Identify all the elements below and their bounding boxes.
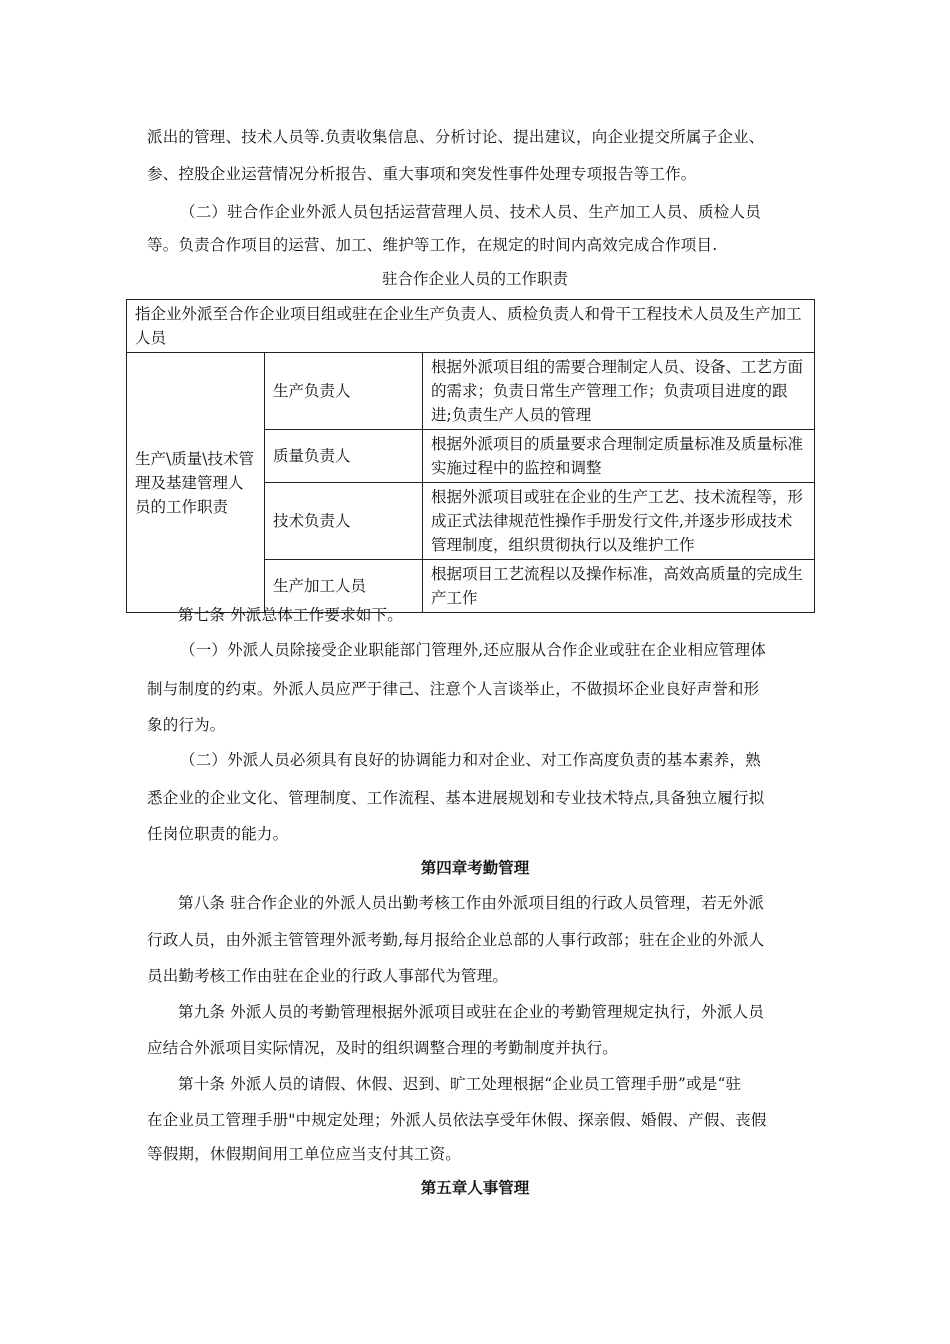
chapter-heading: 第四章考勤管理 xyxy=(420,858,530,877)
paragraph-line: 第十条 外派人员的请假、休假、迟到、旷工处理根据“企业员工管理手册”或是“驻 xyxy=(178,1075,742,1093)
paragraph-line: 派出的管理、技术人员等.负责收集信息、分析讨论、提出建议，向企业提交所属子企业、 xyxy=(147,128,765,146)
duty-cell: 根据项目工艺流程以及操作标准，高效高质量的完成生产工作 xyxy=(423,560,815,613)
duty-cell: 根据外派项目的质量要求合理制定质量标准及质量标准实施过程中的监控和调整 xyxy=(423,430,815,483)
role-cell: 生产负责人 xyxy=(265,353,423,430)
paragraph-line: 等假期，休假期间用工单位应当支付其工资。 xyxy=(147,1145,462,1163)
paragraph-line: 员出勤考核工作由驻在企业的行政人事部代为管理。 xyxy=(147,967,509,985)
paragraph-line: （一）外派人员除接受企业职能部门管理外,还应服从合作企业或驻在企业相应管理体 xyxy=(180,641,767,659)
paragraph-line: 象的行为。 xyxy=(147,716,226,734)
paragraph-line: 制与制度的约束。外派人员应严于律己、注意个人言谈举止，不做损坏企业良好声誉和形 xyxy=(147,680,760,698)
table-header-row xyxy=(127,300,815,353)
chapter-heading: 第五章人事管理 xyxy=(420,1178,530,1197)
duty-cell: 根据外派项目或驻在企业的生产工艺、技术流程等，形成正式法律规范性操作手册发行文件,并逐步形成技术管理制度，组织贯彻执行以及维护工作 xyxy=(423,483,815,560)
paragraph-line: 任岗位职责的能力。 xyxy=(147,825,289,843)
role-cell: 质量负责人 xyxy=(265,430,423,483)
table-header-cell: 指企业外派至合作企业项目组或驻在企业生产负责人、质检负责人和骨干工程技术人员及生产加工人员 xyxy=(127,300,815,353)
table-caption: 驻合作企业人员的工作职责 xyxy=(381,270,568,288)
paragraph-line: 第八条 驻合作企业的外派人员出勤考核工作由外派项目组的行政人员管理，若无外派 xyxy=(178,894,765,912)
paragraph-line: 等。负责合作项目的运营、加工、维护等工作，在规定的时间内高效完成合作项目. xyxy=(147,236,718,254)
table-row xyxy=(127,353,815,430)
paragraph-line: 应结合外派项目实际情况，及时的组织调整合理的考勤制度并执行。 xyxy=(147,1039,619,1057)
paragraph-line: （二）外派人员必须具有良好的协调能力和对企业、对工作高度负责的基本素养，熟 xyxy=(180,751,761,769)
paragraph-line: 第九条 外派人员的考勤管理根据外派项目或驻在企业的考勤管理规定执行，外派人员 xyxy=(178,1003,765,1021)
role-cell: 生产加工人员 xyxy=(265,560,423,613)
duty-cell: 根据外派项目组的需要合理制定人员、设备、工艺方面的需求；负责日常生产管理工作；负责项目进度的跟进;负责生产人员的管理 xyxy=(423,353,815,430)
paragraph-line: 参、控股企业运营情况分析报告、重大事项和突发性事件处理专项报告等工作。 xyxy=(147,165,697,183)
paragraph-line: 行政人员，由外派主管管理外派考勤,每月报给企业总部的人事行政部；驻在企业的外派人 xyxy=(147,931,765,949)
paragraph-line: 悉企业的企业文化、管理制度、工作流程、基本进展规划和专业技术特点,具备独立履行拟 xyxy=(147,789,765,807)
duties-table xyxy=(126,299,815,613)
role-cell: 技术负责人 xyxy=(265,483,423,560)
paragraph-line: （二）驻合作企业外派人员包括运营营理人员、技术人员、生产加工人员、质检人员 xyxy=(180,203,761,221)
group-label-cell: 生产\质量\技术管理及基建管理人员的工作职责 xyxy=(127,353,265,613)
article-title: 第七条 外派总体工作要求如下。 xyxy=(178,606,403,624)
paragraph-line: 在企业员工管理手册"中规定处理；外派人员依法享受年休假、探亲假、婚假、产假、丧假 xyxy=(147,1111,767,1129)
